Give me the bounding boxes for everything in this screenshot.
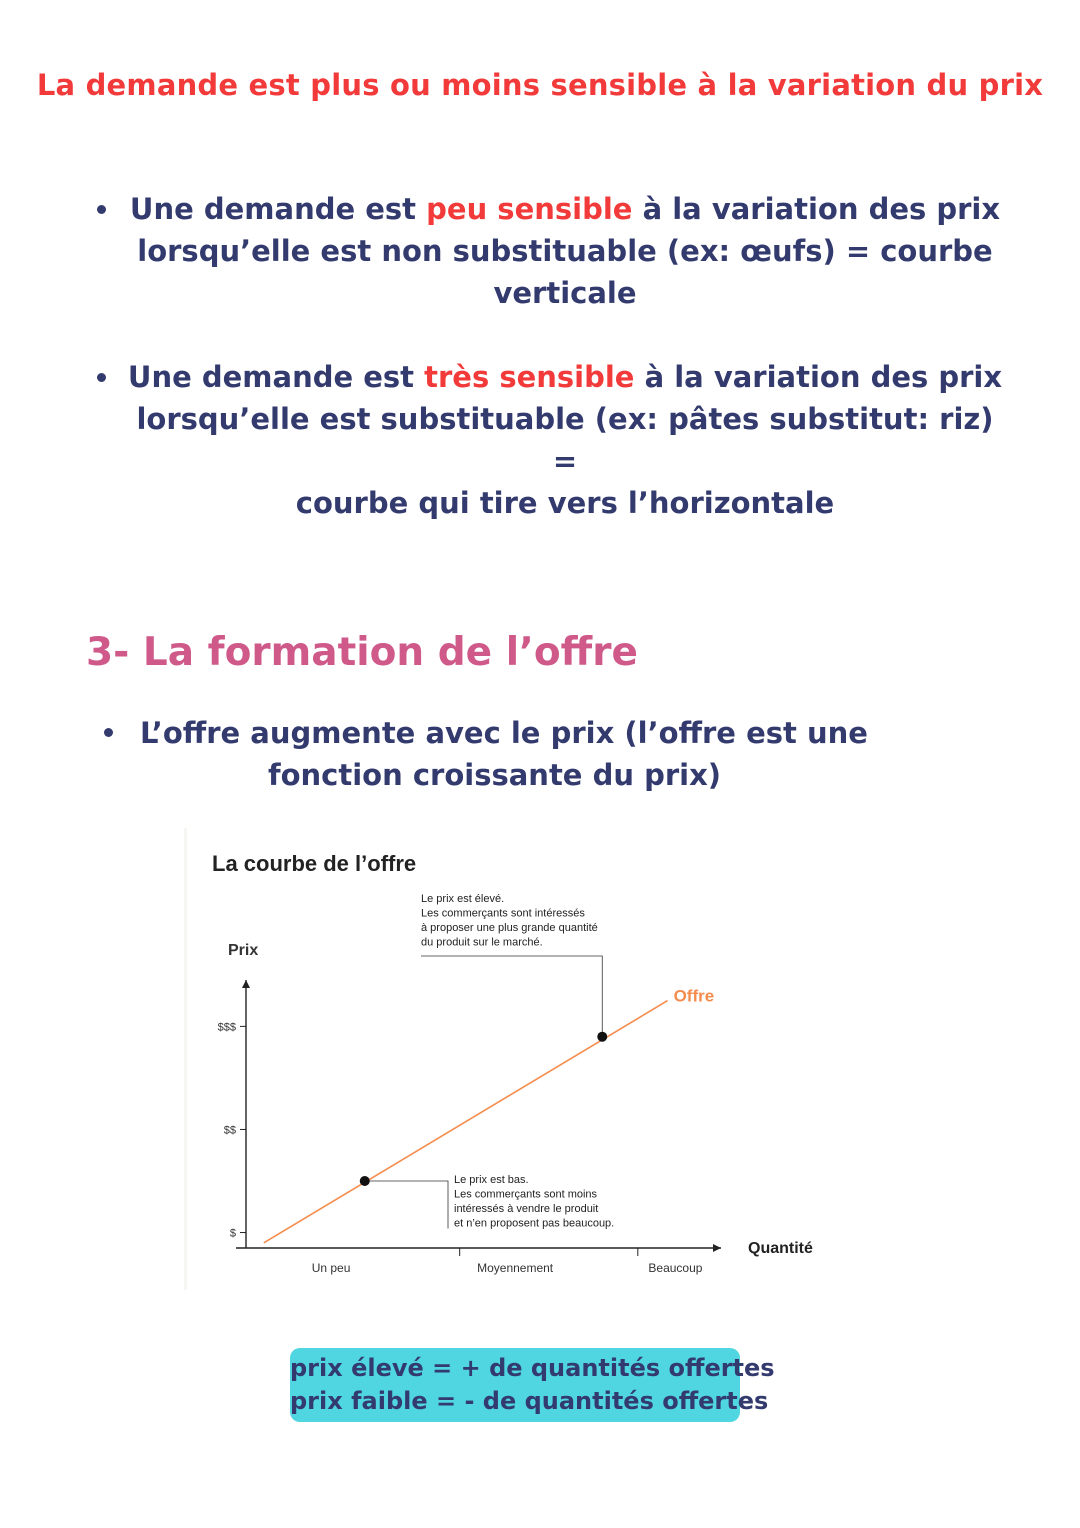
annotation-leader	[365, 1181, 448, 1229]
bullet-icon	[97, 373, 106, 382]
y-axis-label: Prix	[228, 942, 259, 959]
bullet-text: Une demande est peu sensible à la variation des prix lorsqu’elle est non substituable (ex: œufs) = courbe verticale	[129, 192, 1001, 310]
x-tick-label: Un peu	[311, 1261, 351, 1275]
annotation-text: et n’en proposent pas beaucoup.	[454, 1217, 615, 1230]
summary-box	[290, 1348, 775, 1422]
annotation-text: Le prix est élevé.	[421, 893, 505, 905]
bullet-text: Une demande est très sensible à la variation des prix lorsqu’elle est substituable (ex: pâtes substitut: riz) = courbe qui tire vers l’horizontale	[127, 360, 1003, 520]
section-title: 3- La formation de l’offre	[86, 630, 638, 675]
x-axis-arrow	[713, 1244, 721, 1252]
supply-chart	[184, 828, 864, 1290]
summary-line: prix élevé = + de quantités offertes	[290, 1354, 775, 1382]
y-tick-label: $	[229, 1227, 236, 1240]
bullet-text: fonction croissante du prix)	[268, 758, 722, 792]
annotation-text: intéressés à vendre le produit	[454, 1203, 599, 1215]
data-point	[360, 1176, 370, 1186]
page-title: La demande est plus ou moins sensible à la variation du prix	[36, 68, 1044, 102]
x-tick-label: Beaucoup	[648, 1261, 703, 1275]
annotation-text: du produit sur le marché.	[421, 936, 543, 949]
x-axis-label: Quantité	[748, 1240, 813, 1257]
chart-edge	[184, 828, 187, 1290]
bullet-icon	[97, 205, 106, 214]
chart-ticks	[218, 1021, 703, 1275]
highlight-text: très sensible	[424, 360, 635, 394]
y-tick-label: $$	[223, 1124, 236, 1137]
highlight-text: peu sensible	[426, 192, 633, 226]
chart-callouts	[365, 893, 615, 1230]
bullet-icon	[104, 728, 113, 737]
annotation-text: à proposer une plus grande quantité	[421, 922, 598, 934]
summary-line: prix faible = - de quantités offertes	[290, 1387, 769, 1415]
legend-label: Offre	[673, 986, 715, 1006]
annotation-leader	[421, 956, 602, 1037]
chart-title: La courbe de l’offre	[212, 851, 417, 876]
annotation-text: Le prix est bas.	[454, 1174, 529, 1186]
y-tick-label: $$$	[217, 1021, 236, 1034]
data-point	[597, 1032, 607, 1042]
y-axis-arrow	[242, 980, 250, 988]
annotation-text: Les commerçants sont moins	[454, 1188, 598, 1201]
bullet-text: L’offre augmente avec le prix (l’offre est une	[140, 716, 868, 750]
annotation-text: Les commerçants sont intéressés	[421, 907, 585, 920]
x-tick-label: Moyennement	[477, 1261, 554, 1275]
